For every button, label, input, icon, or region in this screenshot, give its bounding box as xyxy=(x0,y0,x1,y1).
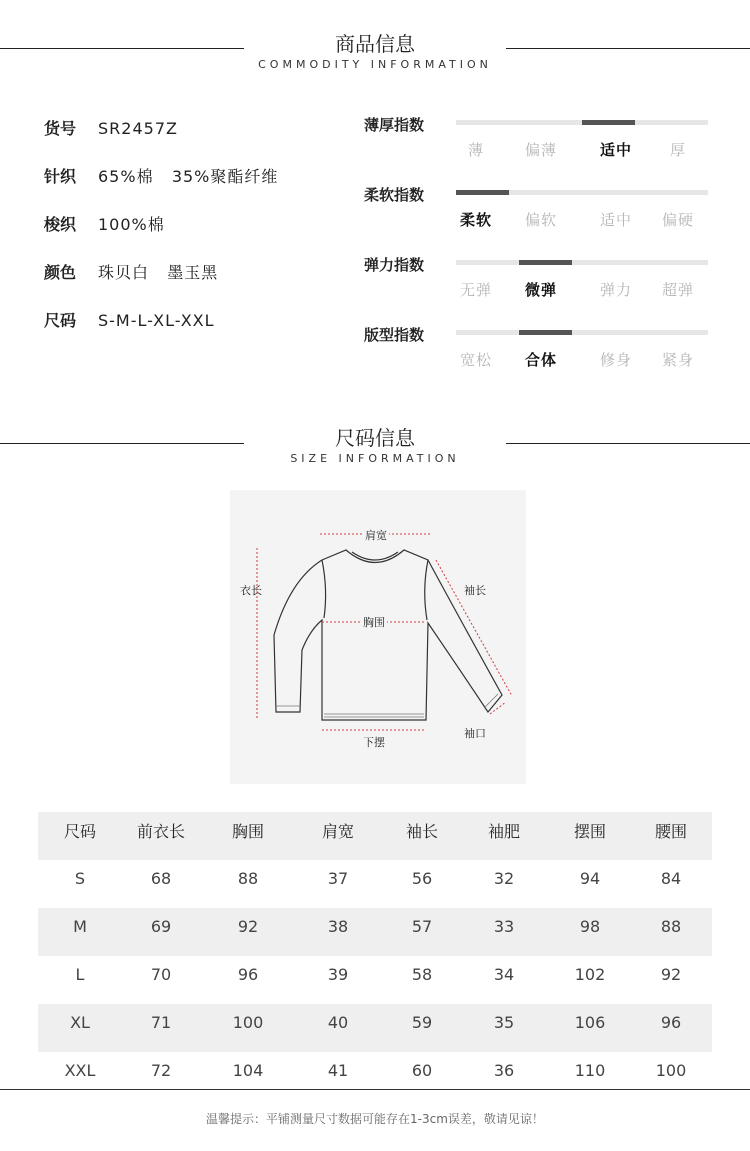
index-option: 紧身 xyxy=(661,351,694,369)
table-cell: 33 xyxy=(493,917,515,936)
index-option: 宽松 xyxy=(459,351,492,369)
table-cell: 袖肥 xyxy=(487,822,520,841)
table-cell: 59 xyxy=(411,1013,433,1032)
table-cell: 102 xyxy=(574,965,606,984)
info-value: 100%棉 xyxy=(98,215,165,234)
info-item-knit xyxy=(44,164,278,187)
index-track xyxy=(456,120,708,125)
table-cell: 腰围 xyxy=(654,822,687,841)
info-key: 针织 xyxy=(44,167,77,186)
index-option: 偏硬 xyxy=(661,211,694,229)
table-cell: 72 xyxy=(150,1061,172,1080)
table-cell: 100 xyxy=(232,1013,264,1032)
index-option: 偏薄 xyxy=(524,141,557,159)
index-track xyxy=(456,330,708,335)
table-cell: 98 xyxy=(579,917,601,936)
table-cell: 70 xyxy=(150,965,172,984)
info-value: S-M-L-XL-XXL xyxy=(98,311,215,330)
index-marker xyxy=(582,120,635,125)
index-marker xyxy=(519,330,572,335)
table-cell: S xyxy=(74,869,86,888)
index-option: 修身 xyxy=(599,351,632,369)
info-item-woven xyxy=(44,212,165,235)
table-cell: 前衣长 xyxy=(136,822,185,841)
size-table xyxy=(38,812,712,1100)
table-row xyxy=(38,860,712,908)
info-value: 65%棉 35%聚酯纤维 xyxy=(98,167,279,186)
index-option: 适中 xyxy=(599,141,632,159)
table-cell: XXL xyxy=(64,1061,96,1080)
table-cell: M xyxy=(73,917,87,936)
table-cell: 57 xyxy=(411,917,433,936)
table-cell: 58 xyxy=(411,965,433,984)
index-label: 版型指数 xyxy=(364,326,425,344)
info-value: SR2457Z xyxy=(98,119,178,138)
label-sleeve-length: 袖长 xyxy=(464,584,486,597)
table-cell: 106 xyxy=(574,1013,606,1032)
index-label: 弹力指数 xyxy=(364,256,425,274)
table-cell: 104 xyxy=(232,1061,264,1080)
table-cell: 胸围 xyxy=(231,822,264,841)
table-cell: 69 xyxy=(150,917,172,936)
measurement-diagram xyxy=(230,490,526,784)
index-track xyxy=(456,190,708,195)
table-row xyxy=(38,1004,712,1052)
info-key: 尺码 xyxy=(44,311,77,330)
table-cell: 40 xyxy=(327,1013,349,1032)
label-chest: 胸围 xyxy=(363,616,385,629)
info-key: 颜色 xyxy=(44,263,77,282)
table-cell: 84 xyxy=(660,869,682,888)
info-key: 梭织 xyxy=(44,215,77,234)
index-option: 合体 xyxy=(524,351,557,369)
table-cell: 32 xyxy=(493,869,515,888)
table-cell: 100 xyxy=(655,1061,687,1080)
index-option: 厚 xyxy=(669,141,686,159)
index-option: 无弹 xyxy=(459,281,492,299)
table-header-row xyxy=(38,812,712,860)
table-cell: XL xyxy=(70,1013,90,1032)
table-cell: 94 xyxy=(579,869,601,888)
table-cell: 71 xyxy=(150,1013,172,1032)
section-title: 商品信息 xyxy=(335,32,415,56)
table-cell: 110 xyxy=(574,1061,606,1080)
index-option: 适中 xyxy=(599,211,632,229)
info-key: 货号 xyxy=(44,119,77,138)
table-cell: 39 xyxy=(327,965,349,984)
index-option: 微弹 xyxy=(524,281,557,299)
label-shoulder-width: 肩宽 xyxy=(365,529,387,542)
index-marker xyxy=(456,190,509,195)
table-cell: 41 xyxy=(327,1061,349,1080)
index-track xyxy=(456,260,708,265)
table-cell: 37 xyxy=(327,869,349,888)
table-cell: 88 xyxy=(660,917,682,936)
section-title: 尺码信息 xyxy=(335,426,415,450)
index-marker xyxy=(519,260,572,265)
index-option: 柔软 xyxy=(459,211,492,229)
info-item-color xyxy=(44,260,218,283)
table-cell: 88 xyxy=(237,869,259,888)
table-row xyxy=(38,1052,712,1100)
index-option: 超弹 xyxy=(661,281,694,299)
info-item-size xyxy=(44,308,215,331)
table-cell: 60 xyxy=(411,1061,433,1080)
table-cell: 36 xyxy=(493,1061,515,1080)
table-row xyxy=(38,956,712,1004)
table-bottom-rule xyxy=(0,1089,750,1090)
info-value: 珠贝白 墨玉黑 xyxy=(98,263,219,282)
table-cell: 38 xyxy=(327,917,349,936)
table-row xyxy=(38,908,712,956)
index-label: 柔软指数 xyxy=(364,186,425,204)
label-body-length: 衣长 xyxy=(240,584,262,597)
table-cell: L xyxy=(75,965,85,984)
index-option: 偏软 xyxy=(524,211,557,229)
label-cuff: 袖口 xyxy=(464,727,486,740)
measurement-note: 温馨提示：平铺测量尺寸数据可能存在1-3cm误差，敬请见谅！ xyxy=(206,1112,544,1126)
table-cell: 摆围 xyxy=(573,822,606,841)
table-cell: 96 xyxy=(237,965,259,984)
table-cell: 96 xyxy=(660,1013,682,1032)
table-cell: 68 xyxy=(150,869,172,888)
table-cell: 尺码 xyxy=(63,822,96,841)
label-hem: 下摆 xyxy=(363,736,385,749)
index-option: 薄 xyxy=(467,141,484,159)
table-cell: 肩宽 xyxy=(321,822,354,841)
table-cell: 袖长 xyxy=(405,822,438,841)
table-cell: 34 xyxy=(493,965,515,984)
index-option: 弹力 xyxy=(599,281,632,299)
table-cell: 35 xyxy=(493,1013,515,1032)
table-cell: 56 xyxy=(411,869,433,888)
index-label: 薄厚指数 xyxy=(364,116,425,134)
table-cell: 92 xyxy=(237,917,259,936)
table-cell: 92 xyxy=(660,965,682,984)
info-item-style-no xyxy=(44,116,178,139)
section-subtitle: SIZE INFORMATION xyxy=(290,452,460,465)
section-subtitle: COMMODITY INFORMATION xyxy=(258,58,492,71)
